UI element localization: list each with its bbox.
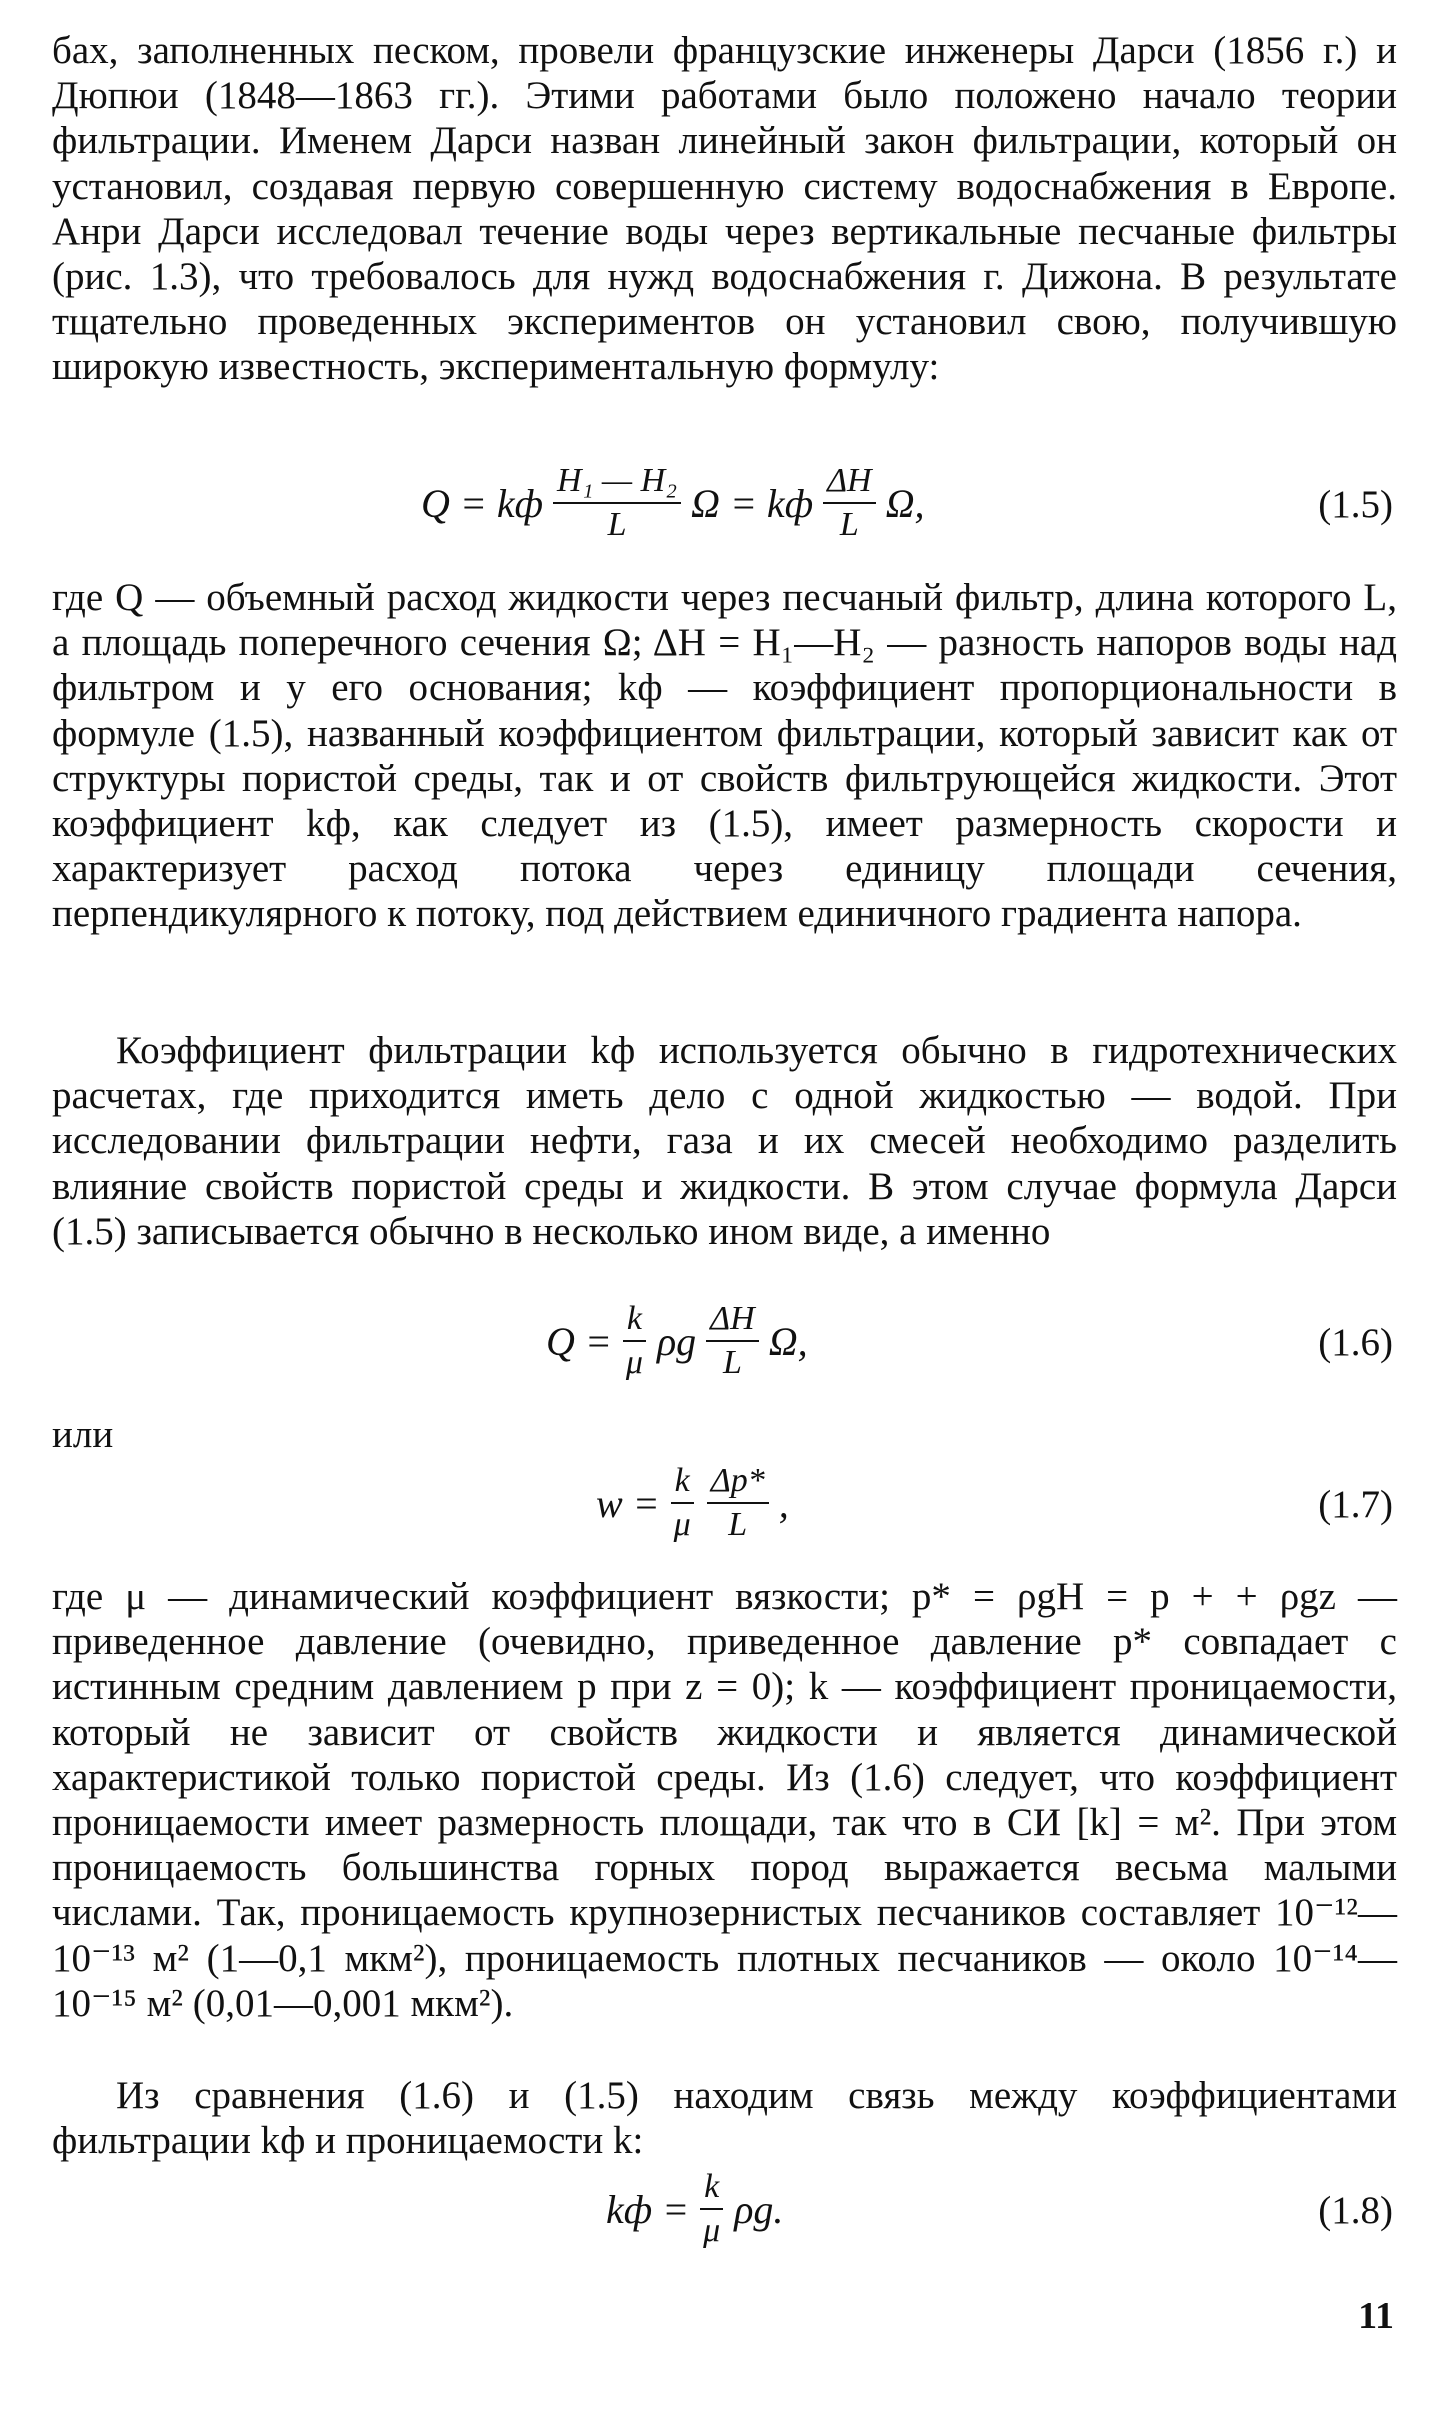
eq-term: Ω = kф [691,480,814,526]
paragraph-text: где Q — объемный расход жидкости через песчаный фильтр, длина которого L, а площадь поперечного сечения Ω; ΔH = H₁—H₂ — разность напоров воды над фильтром и у его основания; kф — коэффициент пропорциональности в формуле (1.5), названный коэффициентом фильтрации, который зависит как от структуры пористой среды, так и от свойств фильтрующейся жидкости. Этот коэффициент kф, как следует из (1.5), имеет размерность скорости и характеризует расход потока через единицу площади сечения, перпендикулярного к потоку, под действием единичного градиента напора. [52,576,1397,936]
paragraph-text: Коэффициент фильтрации kф используется обычно в гидротехнических расчетах, где приходится иметь дело с одной жидкостью — водой. При исследовании фильтрации нефти, газа и их смесей необходимо разделить влияние свойств пористой среды и жидкости. В этом случае формула Дарси (1.5) записывается обычно в несколько ином виде, а именно [52,1029,1397,1253]
fraction [699,2168,724,2250]
eq-term: , [778,1480,789,1526]
fraction [553,462,681,544]
denominator: μ [703,2212,721,2249]
numerator: Δp* [707,1462,769,1504]
fraction [670,1462,695,1544]
equation-1-6-formula [542,1300,812,1382]
denominator: L [839,506,859,543]
denominator: μ [625,1344,643,1381]
equation-number: (1.5) [1318,483,1393,526]
connector-word: или [52,1413,114,1456]
paragraph-text: Из сравнения (1.6) и (1.5) находим связь между коэффициентами фильтрации kф и проницаемости k: [52,2074,1397,2163]
equation-1-7 [52,1462,1397,1562]
paragraph-relation [52,2073,1397,2163]
fraction [622,1300,647,1382]
paragraph-permeability-intro [52,1028,1397,1254]
eq-term: Ω, [885,480,925,526]
fraction [823,462,876,544]
eq-term: ρg. [734,2186,784,2232]
fraction [707,1462,769,1544]
numerator: k [623,1300,646,1342]
eq-term: Ω, [768,1318,808,1364]
eq-term: kф = [606,2186,690,2232]
paragraph-text: бах, заполненных песком, провели французские инженеры Дарси (1856 г.) и Дюпюи (1848—1863 гг.). Этими работами было положено начало теории фильтрации. Именем Дарси назван линейный закон фильтрации, который он установил, создавая первую совершенную систему водоснабжения в Европе. Анри Дарси исследовал течение воды через вертикальные песчаные фильтры (рис. 1.3), что требовалось для нужд водоснабжения г. Дижона. В результате тщательно проведенных экспериментов он установил свою, получившую широкую известность, экспериментальную формулу: [52,29,1397,389]
numerator: ΔH [823,462,876,504]
numerator: H₁ — H₂ [553,462,681,504]
eq-term: Q = kф [421,480,544,526]
paragraph-definitions-1-5 [52,575,1397,937]
fraction [706,1300,759,1382]
denominator: μ [673,1506,691,1543]
paragraph-definitions-1-7 [52,1574,1397,2026]
equation-1-5-formula [417,462,929,544]
equation-number: (1.7) [1318,1483,1393,1526]
denominator: L [722,1344,742,1381]
numerator: k [700,2168,723,2210]
eq-term: w = [596,1480,660,1526]
numerator: k [671,1462,694,1504]
numerator: ΔH [706,1300,759,1342]
eq-term: ρg [656,1318,697,1364]
denominator: L [728,1506,748,1543]
equation-1-7-formula [592,1462,793,1544]
equation-1-8 [52,2168,1397,2268]
equation-number: (1.6) [1318,1321,1393,1364]
paragraph-text: где μ — динамический коэффициент вязкости; p* = ρgH = p + + ρgz — приведенное давление (очевидно, приведенное давление p* совпадает с истинным средним давлением p при z = 0); k — коэффициент проницаемости, который не зависит от свойств жидкости и является динамической характеристикой только пористой среды. Из (1.6) следует, что коэффициент проницаемости имеет размерность площади, так что в СИ [k] = м². При этом проницаемость большинства горных пород выражается весьма малыми числами. Так, проницаемость крупнозернистых песчаников составляет 10⁻¹²—10⁻¹³ м² (1—0,1 мкм²), проницаемость плотных песчаников — около 10⁻¹⁴—10⁻¹⁵ м² (0,01—0,001 мкм²). [52,1575,1397,2025]
page-number: 11 [1358,2295,1394,2337]
paragraph-darcy-history [52,28,1397,390]
equation-number: (1.8) [1318,2189,1393,2232]
equation-1-8-formula [602,2168,787,2250]
denominator: L [607,506,627,543]
equation-1-5 [52,462,1397,562]
eq-term: Q = [546,1318,612,1364]
equation-1-6 [52,1300,1397,1400]
